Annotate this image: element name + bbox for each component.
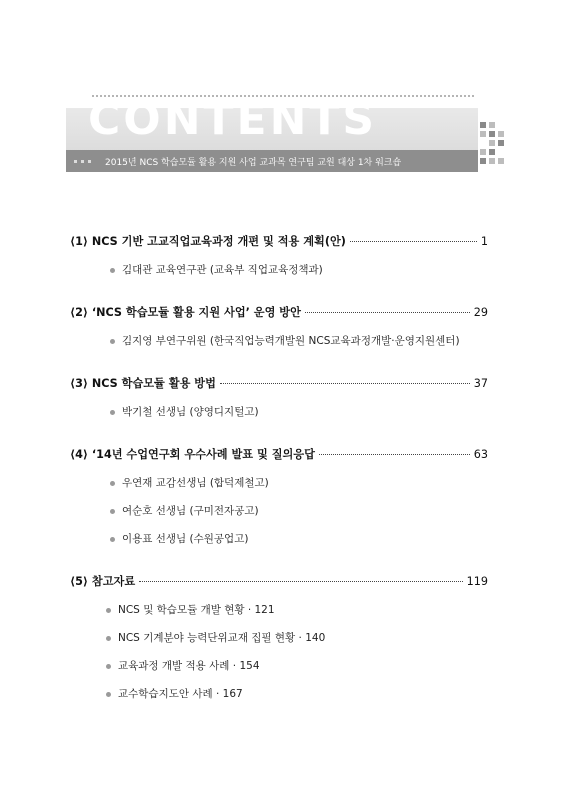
toc-entry-label: ⟨2⟩ ‘NCS 학습모듈 활용 지원 사업’ 운영 방안 [70,306,301,319]
toc-subitem [110,334,488,348]
toc-subitem-text: 교육과정 개발 적용 사례 · 154 [118,660,260,672]
toc-page-number: 119 [466,575,488,588]
toc-page-number: 63 [473,448,488,461]
subtitle-bar [66,150,478,172]
toc-entry-label: ⟨1⟩ NCS 기반 고교직업교육과정 개편 및 적용 계획(안) [70,235,346,248]
toc-entry[interactable] [70,305,488,321]
toc-subitem [110,532,488,546]
bullet-icon [106,664,111,669]
toc-entry[interactable] [70,376,488,392]
toc-subitem [106,687,488,701]
toc-subitem-text: 여순호 선생님 (구미전자공고) [122,505,259,517]
bullet-icon [110,509,115,514]
toc-entry-label: ⟨4⟩ ‘14년 수업연구회 우수사례 발표 및 질의응답 [70,448,315,461]
toc-subitem-text: 김지영 부연구위원 (한국직업능력개발원 NCS교육과정개발·운영지원센터) [122,335,460,347]
toc-entry[interactable] [70,234,488,250]
page-title: CONTENTS [88,94,378,145]
toc-subitem [106,631,488,645]
bullet-icon [106,608,111,613]
toc-subitem-text: 우연재 교감선생님 (합덕제철고) [122,477,269,489]
toc-subitem-text: 이용표 선생님 (수원공업고) [122,533,249,545]
toc-entry-label: ⟨5⟩ 참고자료 [70,575,136,588]
toc-subitem [106,603,488,617]
toc-section-2 [70,305,488,348]
toc-entry[interactable] [70,447,488,463]
toc-entry[interactable] [70,574,488,590]
table-of-contents [70,234,488,729]
dot-leader [350,241,477,242]
toc-subitem [110,405,488,419]
toc-subitem-text: 교수학습지도안 사례 · 167 [118,688,243,700]
bullet-icon [110,481,115,486]
toc-subitem [110,504,488,518]
toc-subitem [106,659,488,673]
bullet-icon [110,268,115,273]
dot-leader [319,454,470,455]
toc-entry-label: ⟨3⟩ NCS 학습모듈 활용 방법 [70,377,216,390]
dot-leader [305,312,470,313]
toc-section-1 [70,234,488,277]
toc-subitem-text: 박기철 선생님 (양영디지털고) [122,406,259,418]
bullet-icon [106,692,111,697]
dot-leader [220,383,470,384]
toc-page-number: 29 [473,306,488,319]
toc-section-5 [70,574,488,701]
dot-leader [139,581,463,582]
toc-subitem-text: 김대관 교육연구관 (교육부 직업교육정책과) [122,264,323,276]
toc-subitem [110,263,488,277]
square-bullets-icon [74,160,91,163]
bullet-icon [110,339,115,344]
toc-section-3 [70,376,488,419]
toc-page-number: 37 [473,377,488,390]
bullet-icon [110,537,115,542]
toc-subitem-text: NCS 기계분야 능력단위교재 집필 현황 · 140 [118,632,326,644]
toc-subitem [110,476,488,490]
bullet-icon [110,410,115,415]
toc-subitem-text: NCS 및 학습모듈 개발 현황 · 121 [118,604,275,616]
bullet-icon [106,636,111,641]
grid-decoration-icon [480,122,504,170]
toc-page-number: 1 [480,235,488,248]
workshop-subtitle: 2015년 NCS 학습모듈 활용 지원 사업 교과목 연구팀 교원 대상 1차 워크숍 [105,157,402,168]
toc-section-4 [70,447,488,546]
